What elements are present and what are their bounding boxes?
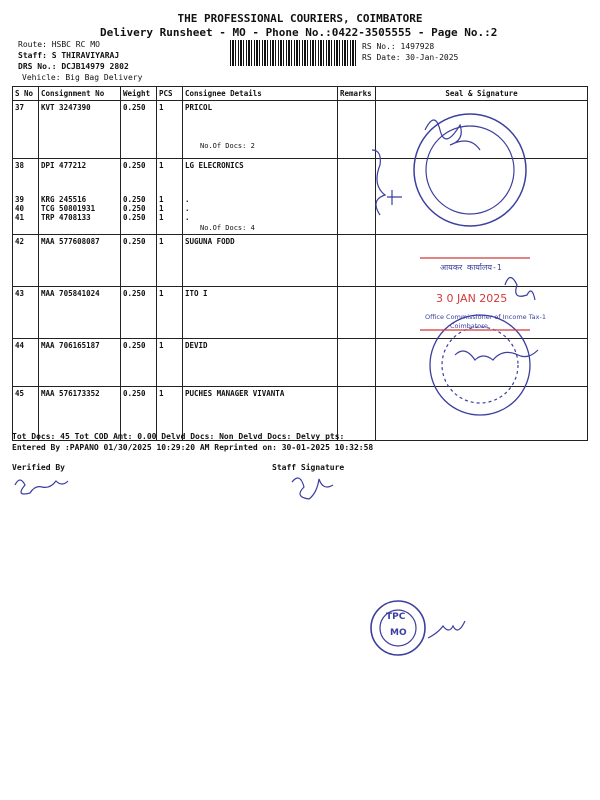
cell-text: 1 [159, 204, 164, 213]
company-seal-icon [414, 114, 526, 226]
cell-text: KRG 245516 [41, 195, 87, 204]
col-header: Weight [121, 87, 157, 101]
cell-text: 1 [159, 389, 164, 398]
cell-text: 0.250 [123, 161, 146, 170]
cell-text: PRICOL [185, 103, 213, 112]
docs-count: No.Of Docs: 2 [200, 142, 255, 150]
cell-text: MAA 705841024 [41, 289, 100, 298]
cell-text: 0.250 [123, 237, 146, 246]
cell-text: DEVID [185, 341, 208, 350]
staff-signature-label: Staff Signature [272, 463, 345, 472]
col-header: Seal & Signature [376, 87, 588, 101]
cell-text: 45 [15, 389, 25, 398]
cell-text: MAA 576173352 [41, 389, 100, 398]
totals-line: Tot Docs: 45 Tot COD Amt: 0.00 Delvd Docs: Non Delvd Docs: Delvy pts: [12, 432, 345, 441]
cell-text: TCG 50801931 [41, 204, 96, 213]
verified-by-label: Verified By [12, 463, 65, 472]
rs-number: RS No.: 1497928 [362, 42, 435, 51]
cell-text: LG ELECRONICS [185, 161, 244, 170]
cell-text: 0.250 [123, 389, 146, 398]
cell-text: 40 [15, 204, 25, 213]
cell-text: 0.250 [123, 195, 146, 204]
cell-text: 0.250 [123, 204, 146, 213]
tpc-stamp-bottom: MO [390, 628, 407, 638]
cell-text: 1 [159, 195, 164, 204]
cell-text: 0.250 [123, 213, 146, 222]
cell-text: 37 [15, 103, 25, 112]
cell-text: . [185, 204, 190, 213]
stamp-office: Office Commissioner of Income Tax-1 [425, 313, 546, 321]
cell-text: 41 [15, 213, 25, 222]
cell-text: 1 [159, 161, 164, 170]
docs-count: No.Of Docs: 4 [200, 224, 255, 232]
col-header: Consignment No [39, 87, 121, 101]
cell-text: 1 [159, 213, 164, 222]
stamp-hindi: आयकर कार्यालय-1 [440, 263, 502, 272]
vehicle: Vehicle: Big Bag Delivery [22, 73, 143, 82]
cell-text: TRP 4708133 [41, 213, 91, 222]
stamp-date: 3 0 JAN 2025 [436, 292, 508, 305]
cell-text: 42 [15, 237, 25, 246]
staff-signature-icon [292, 478, 333, 499]
cell-text: 1 [159, 289, 164, 298]
verified-signature-icon [15, 480, 68, 494]
cell-text: 38 [15, 161, 25, 170]
runsheet-title: Delivery Runsheet - MO - Phone No.:0422-3505555 - Page No.:2 [100, 26, 498, 39]
cell-text: 44 [15, 341, 25, 350]
tpc-stamp-top: TPC [386, 612, 406, 622]
cell-text: 0.250 [123, 103, 146, 112]
cell-text: 0.250 [123, 289, 146, 298]
staff: Staff: S THIRAVIYARAJ [18, 51, 120, 60]
cell-text: 1 [159, 237, 164, 246]
route: Route: HSBC RC MO [18, 40, 100, 49]
cell-text: 1 [159, 341, 164, 350]
cell-text: 1 [159, 103, 164, 112]
cell-text: MAA 577608087 [41, 237, 100, 246]
col-header: Remarks [338, 87, 376, 101]
drs-number: DRS No.: DCJB14979 2802 [18, 62, 129, 71]
col-header: S No [13, 87, 39, 101]
cell-text: DPI 477212 [41, 161, 87, 170]
cell-text: ITO I [185, 289, 208, 298]
cell-text: 43 [15, 289, 25, 298]
entered-by-line: Entered By :PAPANO 01/30/2025 10:29:20 AM Reprinted on: 30-01-2025 10:32:58 [12, 443, 374, 452]
cell-text: 0.250 [123, 341, 146, 350]
rs-date: RS Date: 30-Jan-2025 [362, 53, 459, 62]
cell-text: 39 [15, 195, 25, 204]
cell-text: SUGUNA FODD [185, 237, 235, 246]
stamp-city: Coimbatore [450, 322, 488, 330]
cell-text: MAA 706165187 [41, 341, 100, 350]
cell-text: . [185, 213, 190, 222]
company-title: THE PROFESSIONAL COURIERS, COIMBATORE [177, 12, 423, 25]
cell-text: PUCHES MANAGER VIVANTA [185, 389, 285, 398]
cell-text: . [185, 195, 190, 204]
col-header: PCS [157, 87, 183, 101]
cell-text: KVT 3247390 [41, 103, 91, 112]
col-header: Consignee Details [183, 87, 338, 101]
